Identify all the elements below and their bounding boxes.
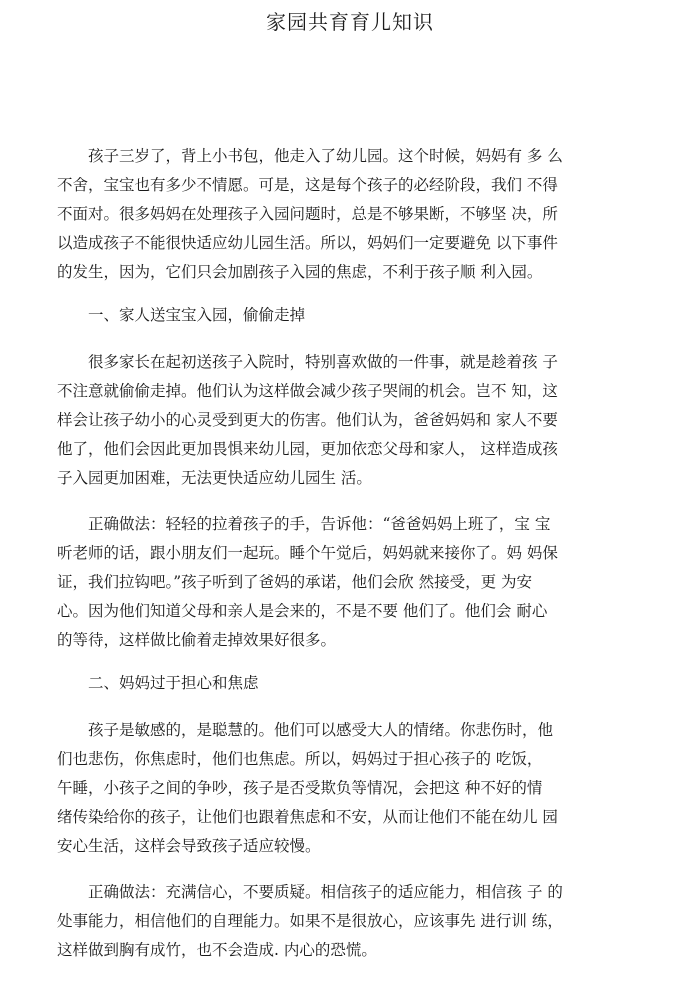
text-line: 证，我们拉钩吧。”孩子听到了爸妈的承诺，他们会欣 然接受，更 为安: [57, 573, 533, 591]
text-line: 们也悲伤，你焦虑时，他们也焦虑。所以，妈妈过于担心孩子的 吃饭，: [57, 750, 543, 768]
text-line: 不面对。很多妈妈在处理孩子入园问题时，总是不够果断，不够坚 决，所: [57, 205, 558, 223]
text-line: 这样做到胸有成竹，也不会造成. 内心的恐慌。: [57, 941, 377, 959]
paragraph-section1-problem: [57, 348, 641, 493]
text-line: 午睡，小孩子之间的争吵，孩子是否受欺负等情况，会把这 种不好的情: [57, 779, 543, 797]
text-line: 听老师的话，跟小朋友们一起玩。睡个午觉后，妈妈就来接你了。妈 妈保: [57, 544, 558, 562]
paragraph-section2-problem: [57, 716, 641, 861]
text-line: 子入园更加困难，无法更快适应幼儿园生 活。: [57, 469, 372, 487]
text-line: 心。因为他们知道父母和亲人是会来的，不是不要 他们了。他们会 耐心: [57, 602, 548, 620]
text-line: 很多家长在起初送孩子入院时，特别喜欢做的一件事，就是趁着孩 子: [88, 353, 558, 371]
paragraph-section2-solution: [57, 878, 641, 965]
page-title: 家园共育育儿知识: [266, 10, 434, 34]
text-line: 安心生活，这样会导致孩子适应较慢。: [57, 837, 321, 855]
text-line: 他了，他们会因此更加畏惧来幼儿园，更加依恋父母和家人， 这样造成孩: [57, 440, 558, 458]
section-heading-2: 二、妈妈过于担心和焦虑: [88, 674, 259, 692]
text-line: 不注意就偷偷走掉。他们认为这样做会减少孩子哭闹的机会。岂不 知，这: [57, 382, 558, 400]
text-line: 样会让孩子幼小的心灵受到更大的伤害。他们认为，爸爸妈妈和 家人不要: [57, 411, 558, 429]
text-line: 正确做法：充满信心，不要质疑。相信孩子的适应能力，相信孩 子 的: [88, 883, 563, 901]
text-line: 孩子三岁了，背上小书包，他走入了幼儿园。这个时候，妈妈有 多 么: [88, 147, 563, 165]
text-line: 绪传染给你的孩子，让他们也跟着焦虑和不安，从而让他们不能在幼儿 园: [57, 808, 558, 826]
paragraph-section1-solution: [57, 510, 641, 655]
paragraph-intro: [57, 142, 641, 287]
text-line: 孩子是敏感的，是聪慧的。他们可以感受大人的情绪。你悲伤时，他: [88, 721, 554, 739]
document-body: [57, 142, 641, 982]
text-line: 正确做法：轻轻的拉着孩子的手，告诉他：“爸爸妈妈上班了，宝 宝: [88, 515, 551, 533]
text-line: 以造成孩子不能很快适应幼儿园生活。所以，妈妈们一定要避免 以下事件: [57, 234, 558, 252]
text-line: 的发生，因为，它们只会加剧孩子入园的焦虑，不利于孩子顺 利入园。: [57, 263, 543, 281]
text-line: 的等待，这样做比偷着走掉效果好很多。: [57, 631, 337, 649]
text-line: 处事能力，相信他们的自理能力。如果不是很放心，应该事先 进行训 练，: [57, 912, 563, 930]
text-line: 不舍，宝宝也有多少不情愿。可是，这是每个孩子的必经阶段，我们 不得: [57, 176, 558, 194]
section-heading-1: 一、家人送宝宝入园，偷偷走掉: [88, 306, 306, 324]
